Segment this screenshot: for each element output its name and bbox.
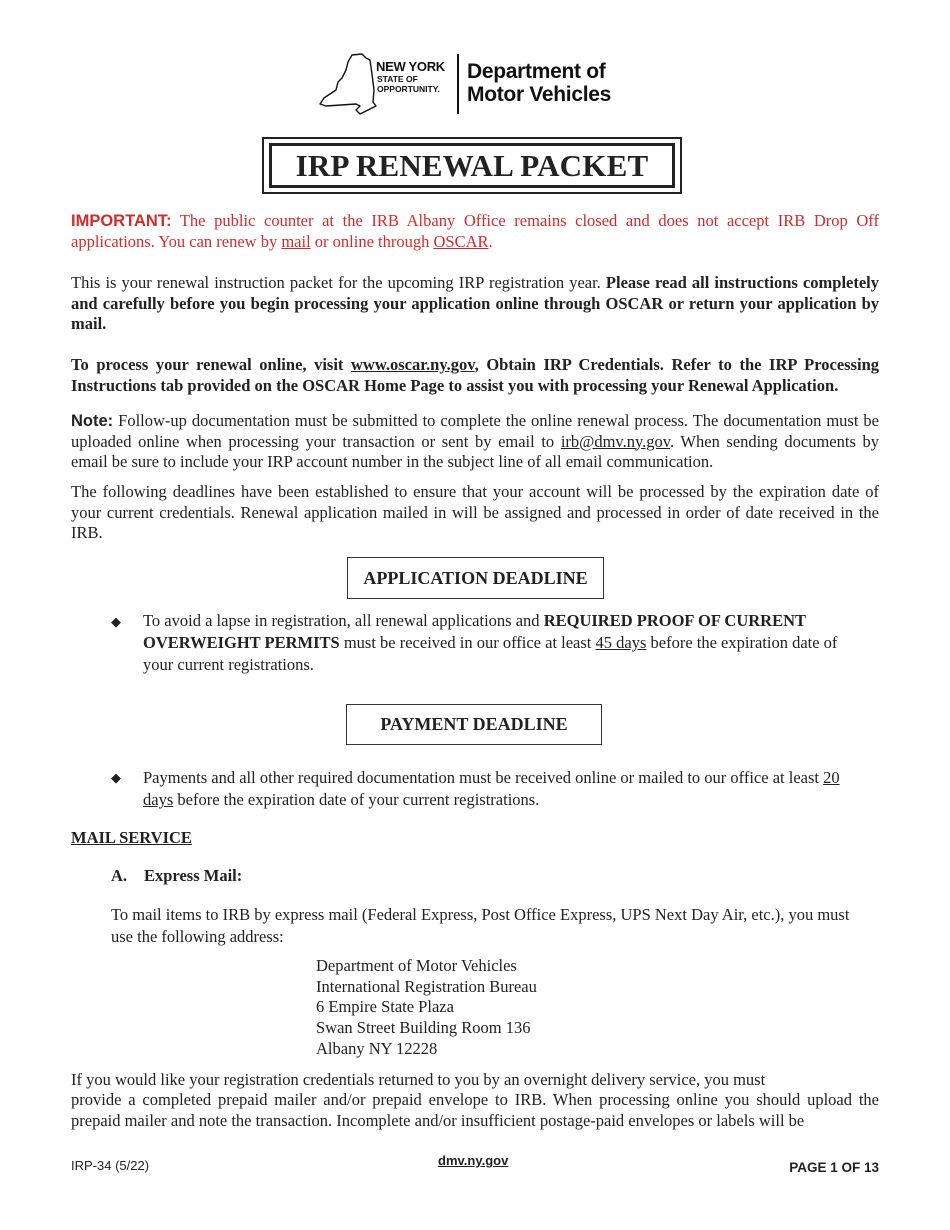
application-deadline-heading: APPLICATION DEADLINE xyxy=(347,557,604,599)
address-line: Swan Street Building Room 136 xyxy=(316,1018,531,1037)
overnight-paragraph: provide a completed prepaid mailer and/or prepaid envelope to IRB. When processing online you should upload the prepaid mailer and note the transaction. Incomplete and/or insufficient postage-paid envelopes or labels will be xyxy=(71,1090,879,1130)
website-link[interactable]: dmv.ny.gov xyxy=(438,1153,509,1168)
logo-divider xyxy=(457,54,459,114)
intro-bold-text: Please read all instructions completely and carefully before you begin processing your application online through OSCAR or return your application by mail. xyxy=(71,273,880,333)
online-text-2: , Obtain IRP Credentials. Refer to the IRP Processing Instructions tab provided on the OSCAR Home Page to assist you with processing your Renewal Application. xyxy=(71,355,879,395)
app-deadline-text-3: before the expiration date of your current registrations. xyxy=(143,633,838,674)
oscar-link[interactable]: OSCAR xyxy=(433,231,489,251)
important-notice xyxy=(71,211,879,252)
logo-tagline-line-2: OPPORTUNITY. xyxy=(377,83,440,94)
pay-deadline-text-2: before the expiration date of your current registrations. xyxy=(173,790,540,809)
address-line: 6 Empire State Plaza xyxy=(316,997,454,1016)
logo-dept-line-2: Motor Vehicles xyxy=(467,83,612,106)
new-york-state-map-icon xyxy=(316,52,378,118)
important-text-1: The public counter at the IRB Albany Office remains closed and does not accept IRB Drop Off applications. You can renew by xyxy=(71,211,879,251)
express-mail-heading: Express Mail: xyxy=(144,866,243,885)
logo-tagline-line-1: STATE OF xyxy=(377,74,418,84)
bullet-icon: ◆ xyxy=(111,770,121,785)
address-line: Department of Motor Vehicles xyxy=(316,956,517,975)
app-deadline-text-1: To avoid a lapse in registration, all renewal applications and xyxy=(143,611,544,630)
important-text-3: . xyxy=(488,231,493,251)
online-renewal-paragraph xyxy=(71,355,879,396)
app-deadline-bold: REQUIRED PROOF OF CURRENT OVERWEIGHT PERMITS xyxy=(143,611,806,652)
online-text-1: To process your renewal online, visit xyxy=(71,355,352,374)
note-label: Note: xyxy=(71,412,114,430)
irb-email-link[interactable]: irb@dmv.ny.gov xyxy=(560,431,670,451)
page-title: IRP RENEWAL PACKET xyxy=(295,147,649,183)
logo-department-name xyxy=(467,60,611,106)
pay-deadline-text-1: Payments and all other required documentation must be received online or mailed to our office at least xyxy=(143,768,824,787)
dmv-logo xyxy=(316,50,636,120)
title-box xyxy=(262,137,682,194)
form-id: IRP-34 (5/22) xyxy=(71,1158,150,1173)
application-deadline-text xyxy=(143,610,863,676)
logo-state-tagline xyxy=(377,75,440,94)
oscar-website-link[interactable]: www.oscar.ny.gov xyxy=(351,355,475,374)
bullet-icon: ◆ xyxy=(111,614,121,629)
pay-deadline-days: 20 days xyxy=(143,768,840,809)
note-paragraph xyxy=(71,411,879,473)
logo-state-name: NEW YORK xyxy=(376,59,445,74)
app-deadline-days: 45 days xyxy=(595,633,647,652)
logo-dept-line-1: Department of xyxy=(467,60,606,83)
intro-text: This is your renewal instruction packet for the upcoming IRP registration year. xyxy=(71,273,606,292)
express-mail-instructions: To mail items to IRB by express mail (Federal Express, Post Office Express, UPS Next Day Air, etc.), you must use the following address: xyxy=(111,905,850,946)
title-inner-border xyxy=(269,143,675,188)
page-number: PAGE 1 OF 13 xyxy=(789,1160,879,1175)
intro-paragraph xyxy=(71,273,879,335)
overnight-line-1: If you would like your registration credentials returned to you by an overnight delivery service, you must xyxy=(71,1070,766,1089)
important-text-2: or online through xyxy=(310,231,434,251)
express-mail-letter: A. xyxy=(111,866,128,885)
note-text-2: . When sending documents by email be sure to include your IRP account number in the subject line of all email communication. xyxy=(71,431,879,471)
address-line: Albany NY 12228 xyxy=(316,1039,438,1058)
mail-link[interactable]: mail xyxy=(281,231,311,251)
note-text-1: Follow-up documentation must be submitted to complete the online renewal process. The documentation must be uploaded online when processing your transaction or sent by email to xyxy=(71,411,879,451)
app-deadline-text-2: must be received in our office at least xyxy=(339,633,596,652)
payment-deadline-text xyxy=(143,767,863,811)
payment-deadline-heading: PAYMENT DEADLINE xyxy=(346,704,602,745)
important-label: IMPORTANT: xyxy=(71,212,172,230)
mail-service-heading: MAIL SERVICE xyxy=(71,828,192,847)
address-line: International Registration Bureau xyxy=(316,977,537,996)
deadlines-intro-paragraph: The following deadlines have been established to ensure that your account will be processed by the expiration date of your current credentials. Renewal application mailed in will be assigned and processed in order of date received in the IRB. xyxy=(71,482,879,542)
